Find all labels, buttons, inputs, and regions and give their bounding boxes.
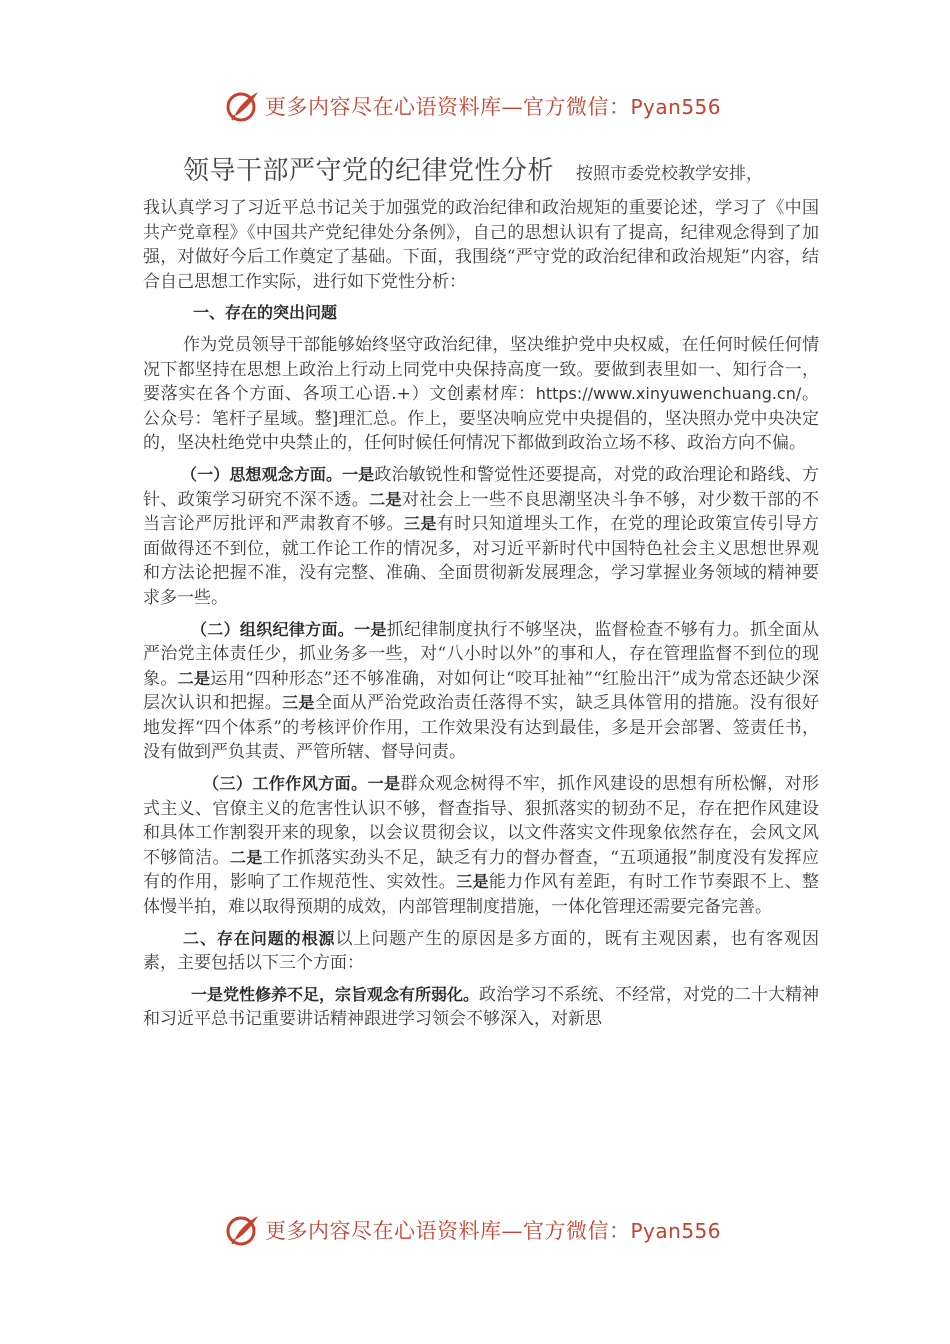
section1-intro: 作为党员领导干部能够始终坚守政治纪律，坚决维护党中央权威，在任何时候任何情况下都坚持在思想上政治上行动上同党中央保持高度一致。要做到表里如一、知行合一，要落实在各个方面、各项工心语.+）文创素材库：https://www.xinyuwenchuang.cn/。公众号：笔杆子星域。整]理汇总。作上，要坚决响应党中央提倡的，坚决照办党中央决定的，坚决杜绝党中央禁止的，任何时候任何情况下都做到政治立场不移、政治方向不偏。: [143, 334, 819, 454]
header-watermark: [225, 86, 745, 126]
document-title: 领导干部严守党的纪律党性分析: [183, 156, 555, 186]
section1-heading: 一、存在的突出问题: [193, 303, 338, 323]
quill-logo-icon: [225, 88, 261, 124]
title-line: [143, 150, 819, 196]
source-url: https://www.xinyuwenchuang.cn/: [535, 384, 802, 404]
paragraph-work-style: （三）工作作风方面。一是群众观念树得不牢，抓作风建设的思想有所松懈，对形式主义、官僚主义的危害性认识不够，督查指导、狠抓落实的韧劲不足，存在把作风建设和具体工作割裂开来的现象，以会议贯彻会议，以文件落实文件现象依然存在，会风文风不够简洁。二是工作抓落实劲头不足，缺乏有力的督办督查，“五项通报”制度没有发挥应有的作用，影响了工作规范性、实效性。三是能力作风有差距，有时工作节奏跟不上、整体慢半拍，难以取得预期的成效，内部管理制度措施，一体化管理还需要完备完善。: [143, 774, 820, 918]
wechat-id: Pyan556: [630, 95, 722, 119]
watermark-text: 更多内容尽在心语资料库—官方微信：Pyan556: [265, 1219, 722, 1243]
intro-paragraph: 我认真学习了习近平总书记关于加强党的政治纪律和政治规矩的重要论述，学习了《中国共产党章程》《中国共产党纪律处分条例》，自己的思想认识有了提高，纪律观念得到了加强，对做好今后工作奠定了基础。下面，我围绕“严守党的政治纪律和政治规矩”内容，结合自己思想工作实际，进行如下党性分析：: [143, 198, 819, 292]
intro-tail: 按照市委党校教学安排，: [576, 164, 764, 184]
document-body: [143, 150, 819, 1032]
root-cause-1: 一是党性修养不足，宗旨观念有所弱化。政治学习不系统、不经常，对党的二十大精神和习近平总书记重要讲话精神跟进学习领会不够深入，对新思: [143, 984, 820, 1030]
watermark-text: 更多内容尽在心语资料库—官方微信：Pyan556: [265, 95, 722, 119]
paragraph-discipline: （二）组织纪律方面。一是抓纪律制度执行不够坚决，监督检查不够有力。抓全面从严治党主体责任少，抓业务多一些，对“八小时以外”的事和人，存在管理监督不到位的现象。二是运用“四种形态”还不够准确，对如何让“咬耳扯袖”“红脸出汗”成为常态还缺少深层次认识和把握。三是全面从严治党政治责任落得不实，缺乏具体管用的措施。没有很好地发挥“四个体系”的考核评价作用，工作效果没有达到最佳，多是开会部署、签责任书，没有做到严负其责、严管所辖、督导问责。: [143, 619, 819, 763]
quill-logo-icon: [225, 1212, 261, 1248]
wechat-id: Pyan556: [630, 1219, 722, 1243]
footer-watermark: [225, 1210, 745, 1250]
section2-paragraph: 二、存在问题的根源以上问题产生的原因是多方面的，既有主观因素，也有客观因素，主要包括以下三个方面：: [143, 928, 819, 974]
paragraph-ideology: （一）思想观念方面。一是政治敏锐性和警觉性还要提高，对党的政治理论和路线、方针、政策学习研究不深不透。二是对社会上一些不良思潮坚决斗争不够，对少数干部的不当言论严厉批评和严肃教育不够。三是有时只知道埋头工作，在党的理论政策宣传引导方面做得还不到位，就工作论工作的情况多，对习近平新时代中国特色社会主义思想世界观和方法论把握不准，没有完整、准确、全面贯彻新发展理念，学习掌握业务领域的精神要求多一些。: [143, 464, 820, 608]
